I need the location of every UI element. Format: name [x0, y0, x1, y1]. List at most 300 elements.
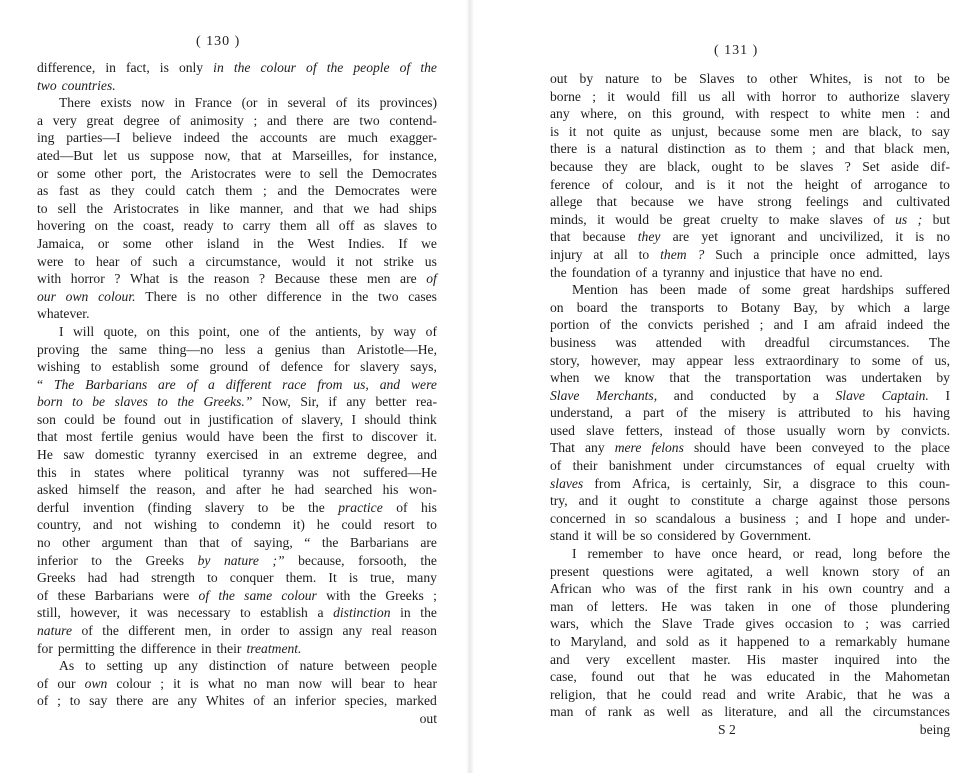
word: country	[862, 581, 904, 597]
word: man	[550, 598, 574, 614]
word: afraid	[844, 317, 877, 333]
italic-word: Captain.	[881, 387, 929, 403]
word: circumstance,	[205, 253, 281, 269]
word: because	[630, 194, 674, 210]
italic-word: colour	[281, 587, 317, 603]
word: to	[278, 623, 290, 638]
word: what	[207, 675, 235, 691]
word: any	[584, 440, 605, 456]
word: by	[782, 387, 797, 403]
word: I	[351, 411, 356, 427]
word: be	[102, 411, 116, 427]
word: in	[614, 510, 626, 526]
word: us	[424, 253, 437, 269]
word: before	[887, 546, 923, 562]
text-line	[550, 475, 950, 493]
word: happened	[737, 634, 790, 649]
word: and	[578, 493, 599, 509]
word: reason	[401, 623, 437, 638]
word: between	[344, 658, 390, 674]
catchword: out	[419, 710, 437, 726]
word: are	[672, 229, 690, 245]
word: strike	[383, 253, 414, 269]
word: all	[614, 246, 628, 262]
word: of	[231, 535, 243, 551]
word: there	[296, 112, 324, 128]
word: in	[105, 60, 116, 75]
word: scandalous	[655, 510, 716, 526]
word: the	[102, 623, 119, 638]
word: by	[579, 71, 594, 86]
word: found	[591, 669, 623, 685]
word: first	[321, 429, 344, 445]
word: ference	[550, 176, 590, 192]
word: the	[854, 669, 871, 685]
word: at	[593, 246, 604, 262]
word: in	[200, 640, 212, 656]
word: once	[829, 246, 856, 262]
word: in	[220, 623, 232, 638]
word: these	[329, 271, 358, 287]
word: slaves	[829, 211, 863, 227]
word: of	[911, 352, 924, 368]
word: As	[59, 658, 75, 674]
word: off	[338, 218, 355, 234]
word: if	[328, 394, 337, 410]
word: saying,	[253, 535, 293, 551]
word: indeed	[183, 130, 220, 146]
word: hear	[95, 253, 120, 269]
text-line	[37, 534, 437, 552]
word: of	[37, 675, 49, 691]
text-line	[550, 598, 950, 616]
text-line	[550, 510, 950, 528]
word: out	[163, 411, 182, 427]
word: that	[668, 669, 690, 685]
word: is	[915, 229, 925, 245]
word: by	[936, 370, 950, 386]
word: same	[118, 341, 147, 357]
word: to	[240, 605, 251, 621]
word: is	[186, 288, 196, 304]
word: all	[819, 704, 834, 720]
word: the	[933, 546, 950, 562]
catchword: being	[919, 721, 950, 737]
word: we	[421, 235, 437, 251]
italic-word: race	[282, 376, 307, 392]
word: portion	[550, 317, 590, 333]
word: first	[715, 581, 738, 597]
word: Whites,	[809, 71, 852, 86]
text-line	[550, 651, 950, 669]
word: there	[116, 693, 144, 709]
word: carry	[242, 218, 271, 234]
word: that	[857, 686, 878, 702]
word: an	[273, 693, 287, 709]
word: ;	[160, 675, 165, 691]
word: unjust,	[671, 123, 709, 139]
word: of	[169, 112, 181, 128]
word: ignorant	[730, 229, 776, 245]
word: in	[189, 411, 201, 427]
italic-word: us,	[353, 376, 369, 392]
word: the	[308, 499, 325, 515]
word: man	[266, 675, 290, 691]
word: fact,	[125, 60, 150, 75]
italic-word: ;	[917, 211, 923, 227]
word: was	[635, 581, 657, 597]
word: Sir,	[762, 475, 782, 491]
signature-mark: S 2	[718, 721, 736, 737]
word: that	[854, 141, 875, 157]
text-line	[37, 481, 437, 499]
word: (or	[241, 95, 258, 111]
word: been	[776, 440, 802, 456]
word: black	[884, 141, 914, 157]
word: some	[871, 352, 901, 368]
text-line	[550, 140, 950, 158]
word: be	[659, 211, 673, 227]
word: point,	[198, 323, 231, 339]
word: animosity	[190, 112, 244, 128]
word: their	[572, 458, 598, 474]
word: reason	[213, 271, 250, 287]
word: Aristotle—He,	[356, 341, 437, 357]
text-line	[550, 246, 950, 264]
word: and	[787, 229, 808, 245]
text-line	[37, 692, 437, 710]
word: the	[231, 130, 249, 146]
word: it	[727, 176, 735, 192]
word: constitute	[691, 493, 745, 509]
word: was	[730, 669, 753, 685]
word: is	[348, 570, 358, 586]
text-line	[37, 305, 437, 323]
word: Mahometan	[885, 669, 950, 685]
left-page	[0, 0, 470, 773]
word: is	[777, 405, 787, 421]
word: no	[243, 675, 258, 691]
word: some	[57, 165, 86, 181]
italic-word: of	[198, 587, 210, 603]
word: on	[627, 106, 642, 122]
word: write	[767, 686, 795, 702]
word: the	[688, 581, 705, 597]
text-line	[550, 264, 950, 282]
word: to	[393, 675, 405, 691]
word: fetters,	[625, 422, 663, 438]
word: case,	[550, 669, 577, 685]
word: I	[945, 387, 950, 403]
word: other	[62, 535, 91, 551]
word: the	[776, 176, 793, 192]
word: certainly,	[701, 475, 752, 491]
word: conquer	[229, 570, 274, 586]
word: in	[70, 464, 81, 480]
word: transports	[650, 299, 705, 315]
word: colour	[116, 675, 152, 691]
word: their	[216, 640, 242, 656]
word: his	[802, 581, 819, 597]
word: fertile	[100, 429, 134, 445]
word: am	[818, 317, 835, 333]
text-line	[37, 428, 437, 446]
word: Whites	[205, 693, 245, 709]
word: it	[609, 493, 617, 509]
word: and	[709, 264, 730, 280]
word: gives	[745, 616, 775, 632]
italic-word: to	[72, 394, 83, 410]
word: have	[674, 546, 701, 562]
word: and	[914, 581, 934, 597]
word: is	[706, 176, 716, 192]
word: as	[698, 634, 710, 649]
word: slavery,	[301, 411, 344, 427]
word: The	[928, 334, 950, 350]
word: Slaves	[699, 71, 735, 86]
word: difference	[141, 640, 196, 656]
italic-word: them	[660, 246, 687, 262]
word: let	[103, 147, 117, 163]
word: great	[802, 282, 830, 298]
word: other	[94, 165, 123, 181]
text-line	[550, 703, 950, 721]
word: present	[550, 563, 590, 579]
word: proving	[37, 341, 80, 357]
word: of	[912, 563, 924, 579]
word: and	[673, 387, 694, 403]
text-line	[550, 352, 950, 370]
word: the	[90, 341, 108, 357]
word: still,	[37, 605, 61, 621]
word: the	[620, 299, 638, 315]
word: domestic	[95, 447, 145, 463]
word: heard,	[748, 546, 782, 562]
word: no	[936, 229, 950, 245]
word: circumstances	[872, 704, 950, 720]
word: ;	[253, 112, 258, 128]
word: and	[885, 510, 906, 526]
word: where,	[580, 106, 617, 122]
word: that	[550, 229, 571, 245]
word: to	[843, 616, 855, 632]
word: be	[622, 528, 636, 544]
word: ?	[258, 271, 266, 287]
word: under	[682, 458, 714, 474]
word: ated—But	[37, 147, 93, 163]
text-line	[37, 217, 437, 235]
word: suffered	[905, 282, 950, 298]
text-line	[37, 129, 437, 147]
word: had	[379, 200, 399, 216]
word: of	[425, 323, 437, 339]
text-line	[37, 94, 437, 112]
word: ships	[408, 200, 437, 216]
word: height	[804, 176, 839, 192]
word: admitted,	[866, 246, 918, 262]
word: are	[319, 130, 336, 146]
word: and	[930, 106, 950, 122]
word: it.	[425, 429, 437, 445]
word: cultivated	[896, 194, 950, 210]
word: read,	[814, 546, 842, 562]
word: no	[205, 288, 220, 304]
word: justification	[208, 411, 274, 427]
word: know	[624, 370, 655, 386]
word: slavery	[205, 499, 245, 515]
word: because	[550, 158, 594, 174]
word: to	[352, 429, 363, 445]
word: hope	[850, 510, 877, 526]
word: those	[868, 493, 898, 509]
word: because	[717, 123, 761, 139]
word: a	[943, 686, 950, 702]
italic-word: of	[426, 271, 437, 287]
word: exercised	[206, 447, 258, 463]
word: on	[550, 299, 564, 315]
word: of	[268, 323, 280, 339]
word: made	[697, 282, 727, 298]
word: would	[615, 211, 650, 227]
word: to	[208, 517, 220, 533]
word: some	[770, 123, 800, 139]
word: one	[239, 323, 260, 339]
word: lays	[928, 246, 950, 262]
word: establish	[260, 605, 308, 621]
text-line	[37, 552, 437, 570]
word: have	[740, 440, 766, 456]
word: Democrates	[334, 183, 400, 199]
word: uncivilized,	[819, 229, 884, 245]
word: any	[178, 658, 198, 674]
word: forsooth,	[358, 552, 407, 568]
word: exagger-	[389, 130, 437, 146]
word: part	[643, 405, 665, 421]
word: wishing	[37, 359, 81, 375]
word: France	[194, 95, 232, 111]
word: is	[681, 475, 691, 491]
word: not	[332, 464, 350, 480]
text-line	[550, 527, 950, 545]
word: tyranny	[662, 264, 705, 280]
word: ;	[57, 693, 61, 709]
word: saw	[63, 447, 85, 463]
word: in	[331, 288, 342, 304]
word: an	[289, 447, 303, 463]
word: much	[347, 130, 378, 146]
word: were	[162, 587, 190, 603]
word: master.	[691, 651, 731, 667]
word: all	[721, 88, 736, 104]
word: the	[351, 288, 369, 304]
word: of	[253, 693, 265, 709]
word: master	[781, 651, 819, 667]
word: and	[92, 517, 113, 533]
word: Barbarians	[349, 535, 409, 551]
word: ;	[795, 510, 799, 526]
word: may	[651, 352, 676, 368]
word: and	[277, 183, 298, 199]
word: the	[129, 482, 147, 498]
italic-word: us	[895, 211, 908, 227]
word: There	[59, 95, 91, 111]
word: the	[187, 271, 205, 287]
word: as	[734, 141, 746, 157]
word: like	[209, 200, 230, 216]
italic-word: from	[317, 376, 343, 392]
word: of	[586, 598, 599, 614]
word: business	[550, 334, 597, 350]
word: of	[824, 598, 836, 614]
italic-word: to	[157, 394, 168, 410]
word: men	[809, 123, 833, 139]
word: any	[342, 623, 363, 638]
word: an	[937, 563, 950, 579]
word: permitting	[57, 640, 115, 656]
left-page-number: ( 130 )	[196, 34, 241, 49]
word: as	[643, 704, 655, 720]
word: it	[719, 634, 728, 649]
word: the	[894, 440, 912, 456]
word: of	[37, 693, 49, 709]
text-line	[37, 587, 437, 605]
word: son	[37, 411, 56, 427]
word: occasion	[785, 616, 833, 632]
word: own	[828, 581, 853, 597]
italic-word: the	[177, 394, 194, 410]
word: them	[279, 218, 307, 234]
word: this	[169, 323, 190, 339]
word: difference	[266, 288, 322, 304]
word: to	[939, 176, 950, 192]
word: black,	[868, 123, 902, 139]
word: could	[661, 686, 692, 702]
word: been	[262, 429, 289, 445]
word: are	[420, 535, 437, 551]
word: found	[123, 411, 156, 427]
word: it	[583, 528, 592, 544]
left-page-text	[37, 59, 437, 728]
word: for	[37, 640, 53, 656]
word: the	[86, 200, 104, 216]
word: attributed	[798, 405, 851, 421]
word: say	[89, 693, 108, 709]
word: and	[788, 704, 808, 720]
word: and	[736, 686, 757, 702]
word: accounts	[259, 130, 308, 146]
italic-word: be	[92, 394, 106, 410]
word: under-	[914, 510, 950, 526]
word: would	[626, 88, 660, 104]
word: He	[661, 598, 678, 614]
word: better	[375, 394, 407, 410]
text-line	[37, 464, 437, 482]
word: is	[586, 141, 596, 157]
text-line	[37, 112, 437, 130]
word: excellent	[626, 651, 676, 667]
word: than	[164, 535, 188, 551]
word: we	[353, 200, 370, 216]
word: which	[590, 616, 624, 632]
word: a	[257, 341, 264, 357]
word: such	[152, 253, 178, 269]
word: manner,	[239, 200, 284, 216]
word: setting	[106, 658, 143, 674]
italic-word: by	[197, 552, 211, 568]
word: marked	[396, 693, 437, 709]
word: for	[362, 147, 379, 163]
word: to	[862, 405, 874, 421]
